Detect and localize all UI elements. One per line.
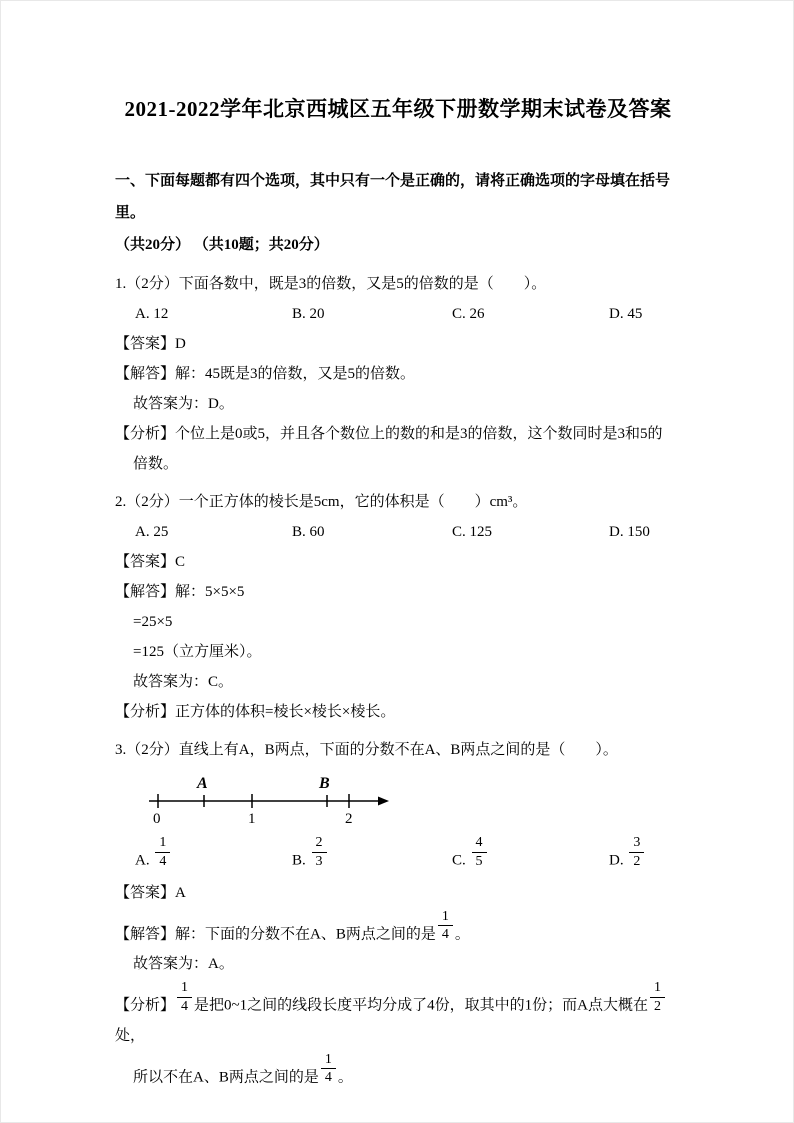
question-3-analysis-line2 bbox=[133, 1051, 681, 1093]
section-header-line1: 一、下面每题都有四个选项，其中只有一个是正确的，请将正确选项的字母填在括号里。 bbox=[115, 173, 671, 221]
question-2-stem: 2.（2分）一个正方体的棱长是5cm，它的体积是（ ）cm³。 bbox=[115, 494, 528, 510]
question-1-answer: 【答案】D bbox=[115, 336, 186, 352]
option-d-label: D. bbox=[609, 852, 628, 869]
solution-text: 【解答】解：下面的分数不在A、B两点之间的是 bbox=[115, 926, 436, 942]
question-2-option-a: A. 25 bbox=[135, 524, 169, 540]
analysis-text: 处， bbox=[115, 1027, 146, 1044]
question-2-solution-line1: 【解答】解：5×5×5 bbox=[115, 584, 245, 600]
question-2-solution-line2: =25×5 bbox=[133, 614, 173, 630]
page-title: 2021-2022学年北京西城区五年级下册数学期末试卷及答案 bbox=[124, 97, 672, 121]
analysis-text: 所以不在A、B两点之间的是 bbox=[133, 1069, 319, 1085]
question-2-solution-line3: =125（立方厘米）。 bbox=[133, 644, 262, 660]
question-1 bbox=[115, 269, 681, 479]
fraction-denominator: 5 bbox=[475, 853, 483, 869]
section-header bbox=[115, 165, 681, 261]
question-3-analysis-line1 bbox=[115, 979, 681, 1051]
fraction-numerator: 1 bbox=[177, 979, 192, 998]
question-3-option-c bbox=[452, 834, 609, 876]
fraction-numerator: 1 bbox=[438, 908, 453, 927]
question-1-option-d: D. 45 bbox=[609, 306, 643, 322]
fraction-denominator: 4 bbox=[181, 998, 189, 1014]
fraction-numerator: 3 bbox=[629, 834, 644, 853]
tick-1-label: 1 bbox=[248, 811, 256, 827]
fraction-denominator: 2 bbox=[653, 998, 661, 1014]
question-2-answer: 【答案】C bbox=[115, 554, 186, 570]
fraction-denominator: 3 bbox=[315, 853, 323, 869]
option-d-fraction bbox=[629, 834, 644, 870]
question-2-option-c: C. 125 bbox=[452, 524, 493, 540]
tick-0-label: 0 bbox=[153, 811, 161, 827]
section-header-line2: （共20分） （共10题；共20分） bbox=[115, 237, 329, 253]
solution-fraction bbox=[438, 908, 453, 944]
number-line-diagram bbox=[147, 771, 393, 827]
tick-2-label: 2 bbox=[345, 811, 353, 827]
question-1-analysis-line2: 倍数。 bbox=[133, 456, 179, 472]
question-3-option-b bbox=[292, 834, 452, 876]
question-2-solution-line4: 故答案为：C。 bbox=[133, 674, 234, 690]
question-2-options bbox=[135, 517, 681, 547]
option-c-label: C. bbox=[452, 852, 470, 869]
analysis-text: 。 bbox=[337, 1069, 353, 1085]
fraction-numerator: 4 bbox=[472, 834, 487, 853]
question-1-stem: 1.（2分）下面各数中，既是3的倍数，又是5的倍数的是（ ）。 bbox=[115, 276, 547, 292]
analysis-fraction-1 bbox=[177, 979, 192, 1015]
question-3-stem: 3.（2分）直线上有A，B两点，下面的分数不在A、B两点之间的是（ ）。 bbox=[115, 742, 618, 758]
point-a-label: A bbox=[197, 775, 208, 792]
fraction-numerator: 1 bbox=[321, 1051, 336, 1070]
question-1-analysis-line1: 【分析】个位上是0或5，并且各个数位上的数的和是3的倍数，这个数同时是3和5的 bbox=[115, 426, 663, 442]
fraction-denominator: 4 bbox=[441, 927, 449, 942]
document-content bbox=[1, 1, 793, 1092]
question-3-solution-line1 bbox=[115, 908, 681, 950]
question-1-solution-line1: 【解答】解：45既是3的倍数，又是5的倍数。 bbox=[115, 366, 416, 382]
fraction-denominator: 4 bbox=[324, 1070, 332, 1085]
question-1-option-a: A. 12 bbox=[135, 306, 169, 322]
fraction-numerator: 1 bbox=[155, 834, 170, 853]
option-c-fraction bbox=[472, 834, 487, 870]
fraction-numerator: 1 bbox=[650, 979, 665, 998]
arrowhead-icon bbox=[378, 797, 389, 806]
fraction-denominator: 2 bbox=[633, 853, 641, 869]
option-a-label: A. bbox=[135, 852, 154, 869]
question-3-solution-line2: 故答案为：A。 bbox=[133, 956, 234, 972]
question-3-figure bbox=[147, 771, 681, 832]
analysis-text: 是把0~1之间的线段长度平均分成了4份，取其中的1份；而A点大概在 bbox=[194, 997, 648, 1014]
question-3 bbox=[115, 735, 681, 1092]
question-1-options bbox=[135, 299, 681, 329]
solution-text: 。 bbox=[454, 926, 470, 942]
question-1-solution-line2: 故答案为：D。 bbox=[133, 396, 234, 412]
analysis-text: 【分析】 bbox=[115, 997, 176, 1014]
question-1-option-b: B. 20 bbox=[292, 306, 325, 322]
question-1-option-c: C. 26 bbox=[452, 306, 485, 322]
question-3-option-a bbox=[135, 834, 292, 876]
fraction-denominator: 4 bbox=[159, 853, 167, 869]
option-b-label: B. bbox=[292, 852, 310, 869]
question-2 bbox=[115, 487, 681, 727]
question-3-answer: 【答案】A bbox=[115, 884, 186, 901]
question-2-option-b: B. 60 bbox=[292, 524, 325, 540]
analysis-fraction-3 bbox=[321, 1051, 336, 1087]
question-3-option-d bbox=[609, 834, 681, 876]
point-b-label: B bbox=[319, 775, 330, 792]
question-2-analysis: 【分析】正方体的体积=棱长×棱长×棱长。 bbox=[115, 704, 396, 720]
option-b-fraction bbox=[312, 834, 327, 870]
fraction-numerator: 2 bbox=[312, 834, 327, 853]
question-2-option-d: D. 150 bbox=[609, 524, 650, 540]
question-3-options bbox=[135, 834, 681, 876]
option-a-fraction bbox=[155, 834, 170, 870]
analysis-fraction-2 bbox=[650, 979, 665, 1015]
